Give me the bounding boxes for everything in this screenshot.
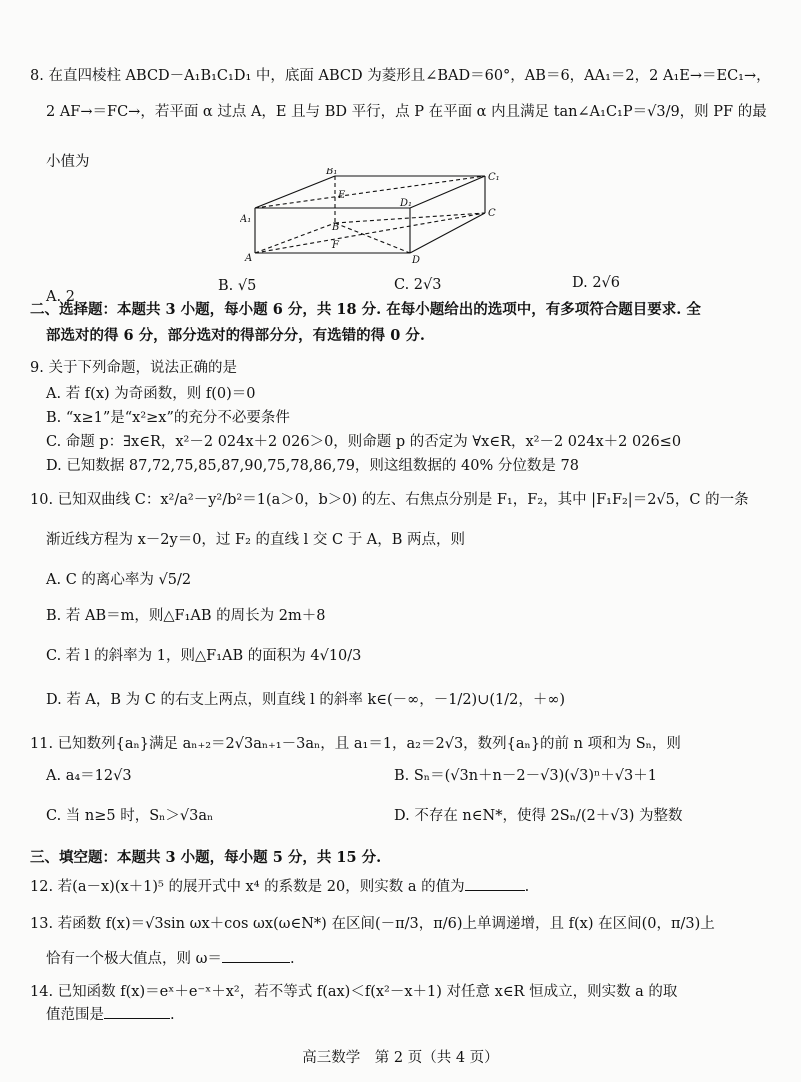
q11-option-d: D. 不存在 n∈N*，使得 2Sₙ/(2＋√3) 为整数 xyxy=(394,808,683,824)
q10-option-c: C. 若 l 的斜率为 1，则△F₁AB 的面积为 4√10/3 xyxy=(46,648,362,664)
q13-end: . xyxy=(289,951,295,967)
q12-answer-blank[interactable] xyxy=(465,876,525,891)
q12-end: . xyxy=(524,879,530,895)
q10-line2: 渐近线方程为 x－2y＝0，过 F₂ 的直线 l 交 C 于 A，B 两点，则 xyxy=(46,532,466,548)
q10-option-a: A. C 的离心率为 √5/2 xyxy=(46,572,192,588)
q9-option-a: A. 若 f(x) 为奇函数，则 f(0)＝0 xyxy=(46,386,256,402)
label-f: F xyxy=(332,240,339,251)
q8-line3: 小值为 xyxy=(46,154,90,170)
q10-line1: 10. 已知双曲线 C：x²/a²－y²/b²＝1(a＞0，b＞0) 的左、右焦点分别是 F₁，F₂，其中 |F₁F₂|＝2√5，C 的一条 xyxy=(30,492,749,508)
q13-line2 xyxy=(46,948,295,969)
label-e: E xyxy=(338,190,346,201)
label-a1: A₁ xyxy=(240,214,252,225)
label-c: C xyxy=(488,208,496,219)
q14-answer-blank[interactable] xyxy=(104,1004,170,1019)
label-a: A xyxy=(245,253,253,264)
section3-heading: 三、填空题：本题共 3 小题，每小题 5 分，共 15 分. xyxy=(30,849,382,866)
q12-line xyxy=(30,876,529,897)
q11-stem: 11. 已知数列{aₙ}满足 aₙ₊₂＝2√3aₙ₊₁－3aₙ，且 a₁＝1，a₂＝2√3，数列{aₙ}的前 n 项和为 Sₙ，则 xyxy=(30,736,681,752)
q8-option-d: D. 2√6 xyxy=(572,275,621,291)
page-footer: 高三数学 第 2 页（共 4 页） xyxy=(302,1050,499,1066)
q11-option-c: C. 当 n≥5 时，Sₙ＞√3aₙ xyxy=(46,808,214,824)
q11-option-a: A. a₄＝12√3 xyxy=(46,768,132,784)
prism-figure xyxy=(240,168,510,268)
label-b1: B₁ xyxy=(326,168,338,177)
q13-text: 恰有一个极大值点，则 ω＝ xyxy=(46,951,222,967)
q12-text: 12. 若(a－x)(x＋1)⁵ 的展开式中 x⁴ 的系数是 20，则实数 a 的值为 xyxy=(30,879,465,895)
q9-option-b: B. “x≥1”是“x²≥x”的充分不必要条件 xyxy=(46,410,290,426)
label-d: D xyxy=(412,255,421,266)
q9-stem: 9. 关于下列命题，说法正确的是 xyxy=(30,360,237,376)
q14-line2 xyxy=(46,1004,175,1025)
q14-text: 值范围是 xyxy=(46,1007,104,1023)
label-b: B xyxy=(332,222,340,233)
label-c1: C₁ xyxy=(488,172,500,183)
q8-option-a: A. 2 xyxy=(46,289,75,305)
q13-line1: 13. 若函数 f(x)＝√3sin ωx＋cos ωx(ω∈N*) 在区间(－π/3，π/6)上单调递增，且 f(x) 在区间(0，π/3)上 xyxy=(30,916,715,932)
q8-line2: 2 AF→＝FC→，若平面 α 过点 A，E 且与 BD 平行，点 P 在平面 α 内且满足 tan∠A₁C₁P＝√3/9，则 PF 的最 xyxy=(46,104,767,120)
q9-option-c: C. 命题 p：∃x∈R，x²－2 024x＋2 026＞0，则命题 p 的否定为 ∀x∈R，x²－2 024x＋2 026≤0 xyxy=(46,434,682,450)
q8-line1: 8. 在直四棱柱 ABCD－A₁B₁C₁D₁ 中，底面 ABCD 为菱形且∠BAD＝60°，AB＝6，AA₁＝2，2 A₁E→＝EC₁→， xyxy=(30,68,771,84)
section2-heading-line2: 部选对的得 6 分，部分选对的得部分分，有选错的得 0 分. xyxy=(46,327,425,344)
q8-option-b: B. √5 xyxy=(218,278,257,294)
section2-heading-line1: 二、选择题：本题共 3 小题，每小题 6 分，共 18 分. 在每小题给出的选项中，有多项符合题目要求. 全 xyxy=(30,301,701,318)
q14-end: . xyxy=(170,1007,175,1023)
q9-option-d: D. 已知数据 87,72,75,85,87,90,75,78,86,79，则这组数据的 40% 分位数是 78 xyxy=(46,458,579,474)
q14-line1: 14. 已知函数 f(x)＝eˣ＋e⁻ˣ＋x²，若不等式 f(ax)＜f(x²－x＋1) 对任意 x∈R 恒成立，则实数 a 的取 xyxy=(30,984,678,1000)
q10-option-b: B. 若 AB＝m，则△F₁AB 的周长为 2m＋8 xyxy=(46,608,326,624)
q8-option-c: C. 2√3 xyxy=(394,277,442,293)
q11-option-b: B. Sₙ＝(√3n＋n－2－√3)(√3)ⁿ＋√3＋1 xyxy=(394,768,657,784)
q13-answer-blank[interactable] xyxy=(222,948,290,963)
q10-option-d: D. 若 A，B 为 C 的右支上两点，则直线 l 的斜率 k∈(－∞，－1/2)∪(1/2，＋∞) xyxy=(46,692,566,708)
label-d1: D₁ xyxy=(400,198,413,209)
